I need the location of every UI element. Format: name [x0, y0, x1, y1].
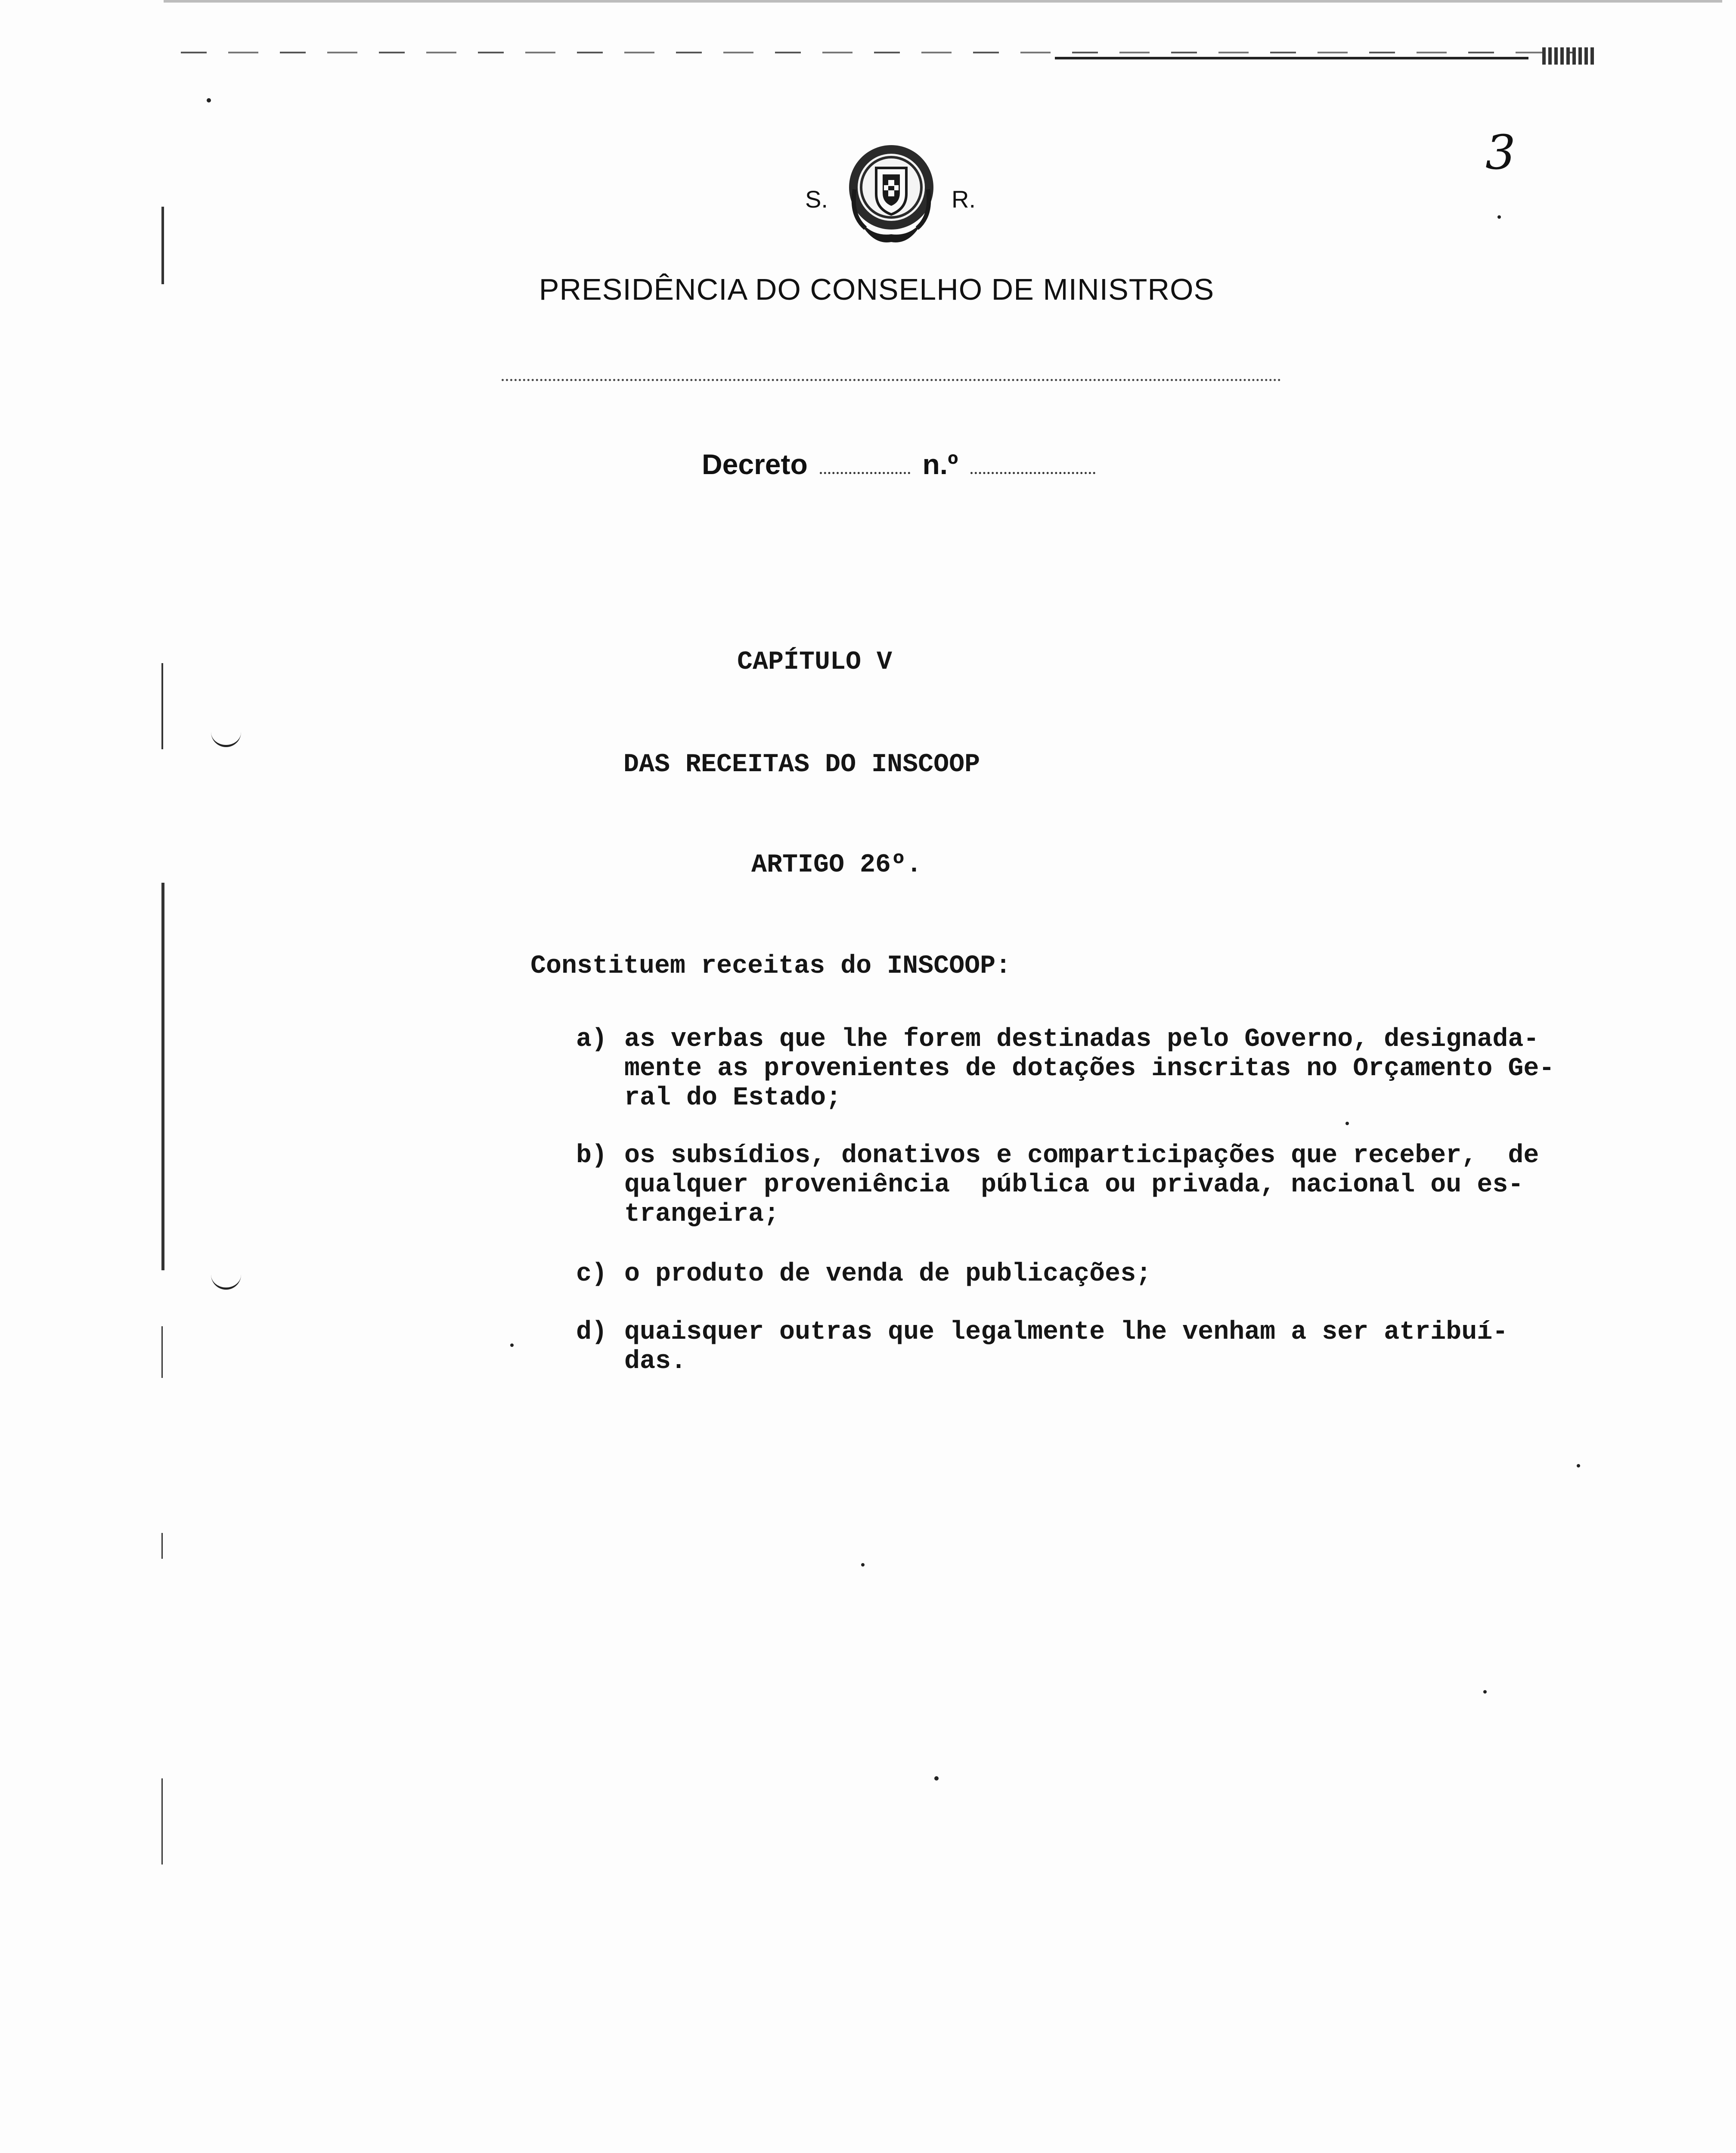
dotted-divider [502, 379, 1281, 381]
punch-hole-mark [211, 732, 241, 747]
scan-speck [861, 1563, 865, 1567]
section-heading: DAS RECEITAS DO INSCOOP [623, 750, 980, 779]
binding-mark [161, 663, 163, 749]
text-line: os subsídios, donativos e comparticipações que receber, de [624, 1141, 1539, 1170]
punch-hole-mark [211, 1275, 241, 1290]
scan-speck [510, 1343, 514, 1347]
text-line: quaisquer outras que legalmente lhe venham a ser atribuí- [624, 1318, 1508, 1347]
letterhead [797, 142, 977, 254]
scan-speck [207, 98, 211, 102]
decree-label: Decreto [702, 448, 808, 480]
page-number: 3 [1485, 125, 1516, 180]
binding-mark [161, 883, 164, 1270]
list-item-text [624, 1025, 1554, 1113]
text-line: qualquer proveniência pública ou privada, nacional ou es- [624, 1170, 1524, 1200]
text-line: ral do Estado; [624, 1083, 842, 1113]
scan-speck [934, 1776, 939, 1781]
article-intro: Constituem receitas do INSCOOP: [530, 952, 1011, 981]
scan-speck [1577, 1464, 1580, 1467]
decree-number-label: n.º [922, 448, 958, 480]
text-line: mente as provenientes de dotações inscritas no Orçamento Ge- [624, 1054, 1555, 1083]
scan-top-edge [164, 0, 1722, 3]
text-line: o produto de venda de publicações; [624, 1260, 1152, 1289]
scan-line-artifact [1055, 57, 1528, 59]
list-item-marker: c) [576, 1260, 608, 1289]
decree-number-line [702, 448, 1100, 481]
letterhead-right-letter: R. [952, 186, 976, 213]
decree-number-blank-field [970, 472, 1095, 474]
text-line: trangeira; [624, 1200, 780, 1229]
binding-mark [161, 1533, 163, 1559]
list-item-text [624, 1260, 1151, 1289]
list-item-text [624, 1318, 1508, 1376]
scan-speck [1345, 1122, 1349, 1125]
letterhead-left-letter: S. [805, 186, 828, 213]
list-item-marker: d) [576, 1318, 608, 1347]
page-title: PRESIDÊNCIA DO CONSELHO DE MINISTROS [539, 273, 1215, 306]
list-item-text [624, 1141, 1539, 1229]
decree-blank-field [820, 472, 910, 474]
binding-mark [161, 1326, 163, 1378]
article-heading: ARTIGO 26º. [751, 850, 922, 880]
scan-corner-mark [1542, 47, 1594, 65]
text-line: das. [624, 1347, 687, 1376]
scan-dashed-line [181, 52, 1576, 53]
list-item-marker: a) [576, 1025, 608, 1054]
coat-of-arms-seal-icon [846, 142, 936, 250]
scan-speck [1497, 215, 1501, 219]
chapter-heading: CAPÍTULO V [737, 648, 893, 677]
list-item-marker: b) [576, 1141, 608, 1170]
text-line: as verbas que lhe forem destinadas pelo Governo, designada- [624, 1025, 1539, 1054]
scan-speck [1483, 1690, 1487, 1694]
binding-mark [161, 1778, 163, 1864]
